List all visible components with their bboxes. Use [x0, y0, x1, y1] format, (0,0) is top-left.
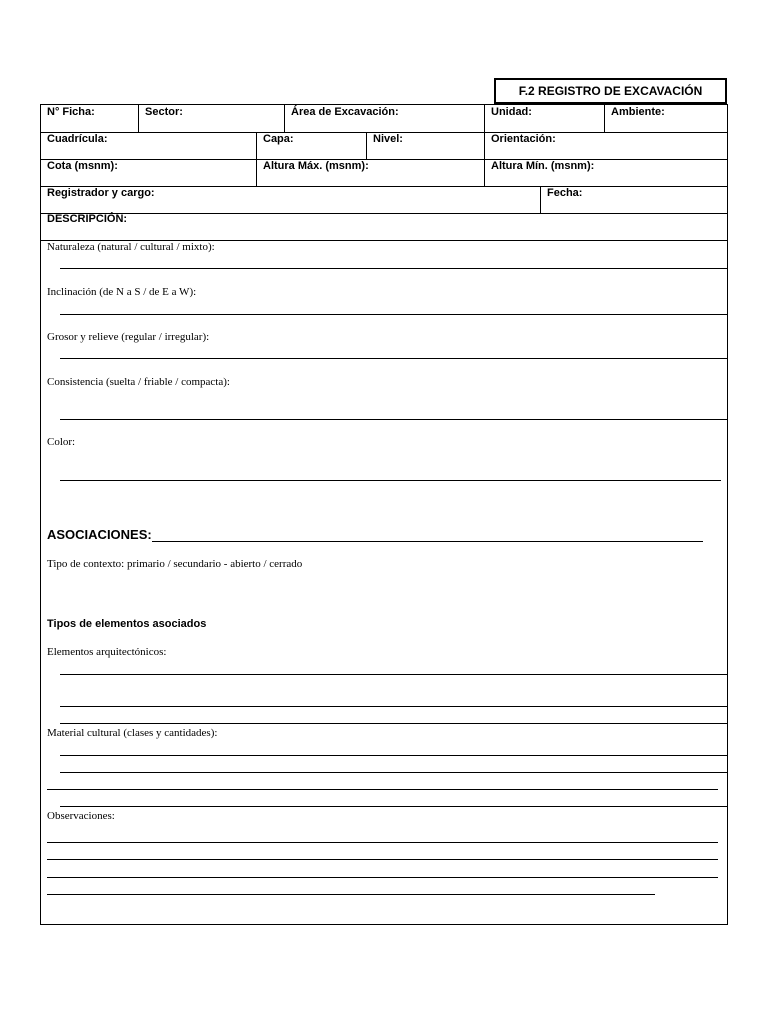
observaciones-line: [47, 842, 718, 843]
grid-line: [604, 104, 605, 132]
grid-line: [484, 104, 485, 186]
elementos-line: [60, 723, 728, 724]
naturaleza-line: [60, 268, 728, 269]
consistencia-line: [60, 419, 728, 420]
material-label: Material cultural (clases y cantidades):: [47, 727, 218, 739]
form-title: F.2 REGISTRO DE EXCAVACIÓN: [494, 78, 727, 104]
material-line: [60, 772, 728, 773]
unidad-label: Unidad:: [491, 106, 532, 118]
grid-line: [540, 186, 541, 213]
ambiente-label: Ambiente:: [611, 106, 665, 118]
observaciones-line: [47, 859, 718, 860]
grid-line: [256, 132, 257, 186]
nivel-label: Nivel:: [373, 133, 403, 145]
observaciones-label: Observaciones:: [47, 810, 115, 822]
grid-line: [284, 104, 285, 132]
consistencia-label: Consistencia (suelta / friable / compacta):: [47, 376, 230, 388]
cota-label: Cota (msnm):: [47, 160, 118, 172]
grid-line: [40, 213, 728, 214]
ficha-label: N° Ficha:: [47, 106, 95, 118]
sector-label: Sector:: [145, 106, 183, 118]
naturaleza-label: Naturaleza (natural / cultural / mixto):: [47, 241, 215, 253]
descripcion-heading: DESCRIPCIÓN:: [47, 213, 128, 225]
asociaciones-heading: ASOCIACIONES:: [47, 527, 152, 542]
material-line: [60, 806, 728, 807]
fecha-label: Fecha:: [547, 187, 583, 199]
grosor-label: Grosor y relieve (regular / irregular):: [47, 331, 210, 343]
color-line: [60, 480, 721, 481]
area-label: Área de Excavación:: [291, 106, 399, 118]
color-label: Color:: [47, 436, 76, 448]
capa-label: Capa:: [263, 133, 294, 145]
grosor-line: [60, 358, 728, 359]
asociaciones-line: [152, 541, 703, 542]
orientacion-label: Orientación:: [491, 133, 556, 145]
altura-min-label: Altura Mín. (msnm):: [491, 160, 595, 172]
registrador-label: Registrador y cargo:: [47, 187, 155, 199]
inclinacion-line: [60, 314, 728, 315]
material-line: [60, 755, 728, 756]
cuadricula-label: Cuadrícula:: [47, 133, 108, 145]
elementos-label: Elementos arquitectónicos:: [47, 646, 167, 658]
inclinacion-label: Inclinación (de N a S / de E a W):: [47, 286, 197, 298]
elementos-line: [60, 706, 728, 707]
observaciones-line: [47, 877, 718, 878]
material-line: [47, 789, 718, 790]
observaciones-line: [47, 894, 655, 895]
form-frame: [40, 104, 728, 925]
tipos-elementos-heading: Tipos de elementos asociados: [47, 618, 207, 630]
grid-line: [138, 104, 139, 132]
elementos-line: [60, 674, 728, 675]
tipo-contexto-text: Tipo de contexto: primario / secundario - abierto / cerrado: [47, 558, 303, 570]
altura-max-label: Altura Máx. (msnm):: [263, 160, 369, 172]
grid-line: [366, 132, 367, 159]
grid-line: [40, 159, 728, 160]
